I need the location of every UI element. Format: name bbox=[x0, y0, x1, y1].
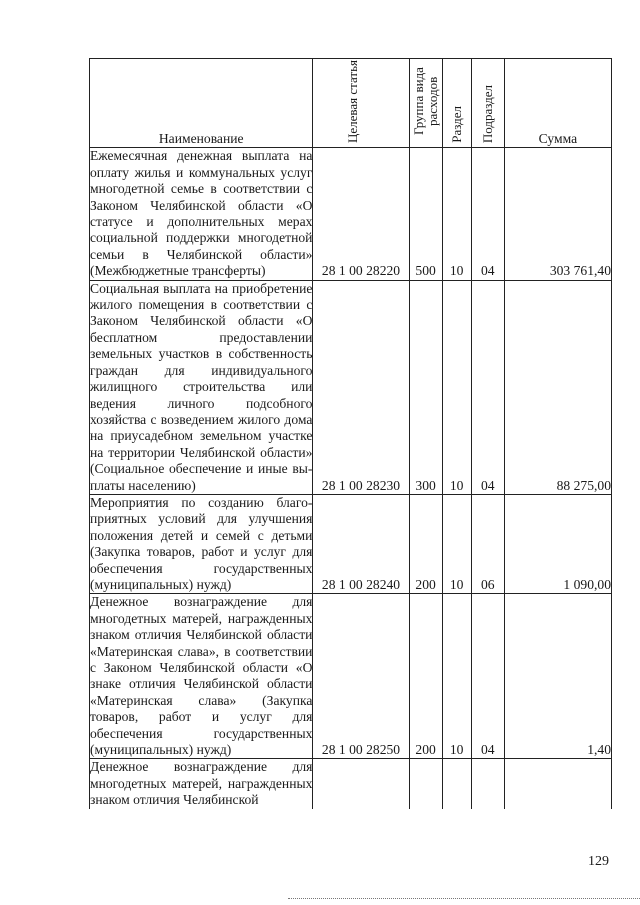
budget-table bbox=[89, 58, 612, 809]
row-target-article bbox=[313, 759, 409, 809]
header-target-label: Целевая статья bbox=[345, 59, 360, 143]
row-expense-group: 200 bbox=[409, 494, 442, 593]
row-name-cell: Социальная выплата на приобретение жилого помещения в соответствии с Законом Челябинской области «О бесплатном предоставлении земельных участков в собственность граждан для индивидуального жилищного строительства или ведения личного подсобного хозяйства с возведением жилого дома на приусадебном земельном участке на территории Челябинской области» (Социальное обеспечение и иные выплаты населению) bbox=[90, 280, 313, 493]
row-target-article: 28 1 00 28240 bbox=[313, 494, 409, 593]
page-number: 129 bbox=[588, 854, 609, 869]
row-section: 10 bbox=[442, 494, 471, 593]
table-row bbox=[90, 280, 612, 494]
header-target-article bbox=[313, 59, 409, 148]
footer-divider bbox=[288, 898, 640, 899]
row-subsection: 06 bbox=[471, 494, 504, 593]
header-subsection-label: Подраздел bbox=[479, 84, 495, 143]
row-expense-group: 500 bbox=[409, 148, 442, 280]
row-section: 10 bbox=[442, 148, 471, 280]
row-subsection: 04 bbox=[471, 280, 504, 494]
header-subsection bbox=[471, 59, 504, 148]
header-group-label: Группа вида расходов bbox=[410, 67, 440, 135]
table-row bbox=[90, 148, 612, 280]
header-sum: Сумма bbox=[504, 59, 611, 148]
table-row bbox=[90, 494, 612, 593]
header-section-label: Раздел bbox=[448, 106, 464, 143]
row-sum: 1 090,00 bbox=[504, 494, 611, 593]
row-section: 10 bbox=[442, 594, 471, 759]
row-expense-group: 200 bbox=[409, 594, 442, 759]
row-subsection bbox=[471, 759, 504, 809]
row-name-cell: Денежное вознаграждение для многодетных матерей, награжденных знаком отличия Челябинской bbox=[90, 759, 313, 808]
row-name-cell: Денежное вознаграждение для многодетных матерей, награжденных знаком отличия Челябинской области «Материнская слава», в соответствии с Законом Челябинской области «О знаке отличия Челябинской области «Материнская слава» (Закупка товаров, работ и услуг для обеспечения государственных (муниципальных) нужд) bbox=[90, 594, 313, 758]
row-expense-group: 300 bbox=[409, 280, 442, 494]
row-subsection: 04 bbox=[471, 148, 504, 280]
row-section bbox=[442, 759, 471, 809]
row-target-article: 28 1 00 28220 bbox=[313, 148, 409, 280]
row-sum: 303 761,40 bbox=[504, 148, 611, 280]
table-row bbox=[90, 594, 612, 759]
table-header-row bbox=[90, 59, 612, 148]
row-subsection: 04 bbox=[471, 594, 504, 759]
row-section: 10 bbox=[442, 280, 471, 494]
row-target-article: 28 1 00 28230 bbox=[313, 280, 409, 494]
header-expense-group bbox=[409, 59, 442, 148]
row-sum: 1,40 bbox=[504, 594, 611, 759]
header-section bbox=[442, 59, 471, 148]
row-target-article: 28 1 00 28250 bbox=[313, 594, 409, 759]
table-row bbox=[90, 759, 612, 809]
row-expense-group bbox=[409, 759, 442, 809]
row-name-cell: Ежемесячная денежная выплата на оплату жилья и коммунальных услуг многодетной семье в соответствии с Законом Челябинской области «О статусе и дополнительных мерах социальной поддержки многодетной семьи в Челябинской области» (Межбюджетные трансферты) bbox=[90, 148, 313, 279]
row-name-cell: Мероприятия по созданию благоприятных условий для улучшения положения детей и семей с детьми (Закупка товаров, работ и услуг для обеспечения государственных (муниципальных) нужд) bbox=[90, 494, 313, 592]
header-name: Наименование bbox=[90, 59, 313, 148]
table-body bbox=[90, 148, 612, 809]
row-sum bbox=[504, 759, 611, 809]
row-sum: 88 275,00 bbox=[504, 280, 611, 494]
